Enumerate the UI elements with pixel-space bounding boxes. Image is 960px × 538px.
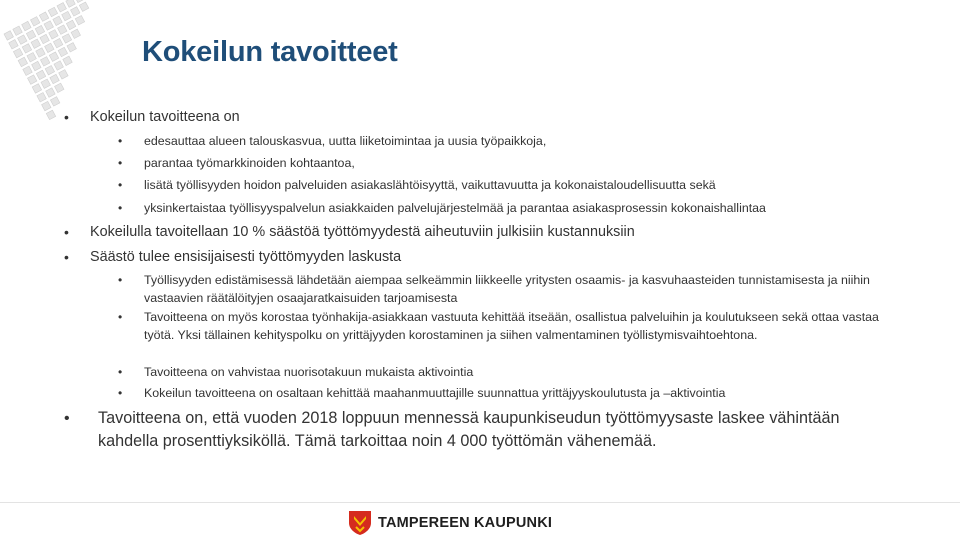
footer-divider bbox=[0, 502, 960, 503]
bullet-saastotavoite: • Kokeilulla tavoitellaan 10 % säästöä työttömyydestä aiheutuviin julkisiin kustannuksiin bbox=[90, 224, 635, 240]
footer-logo bbox=[348, 510, 552, 536]
sub-bullet: • Tavoitteena on myös korostaa työnhakija-asiakkaan vastuuta kehittää itseään, osallistua palveluihin ja koulutukseen sekä ottaa vastaa työtä. Yksi tällainen kehityspolku on yrittäjyyden korostaminen ja siihen valmentaminen työllistymisvaihtoehtona. bbox=[144, 309, 889, 344]
footer-logo-text: TAMPEREEN KAUPUNKI bbox=[378, 515, 553, 531]
sub-bullet: • Työllisyyden edistämisessä lähdetään aiempaa selkeämmin liikkeelle yritysten osaamis- ja kasvuhaasteiden tunnistamisesta ja niihin vastaavien räätälöityjen osaajaratkaisuiden tarjoamisesta bbox=[144, 272, 884, 307]
sub-bullet: • edesauttaa alueen talouskasvua, uutta liiketoimintaa ja uusia työpaikkoja, bbox=[144, 133, 904, 151]
sub-bullet: • parantaa työmarkkinoiden kohtaantoa, bbox=[144, 155, 904, 173]
sub-bullet: • lisätä työllisyyden hoidon palveluiden asiakaslähtöisyyttä, vaikuttavuutta ja kokonaistaloudellisuutta sekä bbox=[144, 177, 904, 195]
bullet-tyottomyysaste-tavoite: • Tavoitteena on, että vuoden 2018 loppuun mennessä kaupunkiseudun työttömyysaste laskee vähintään kahdella prosenttiyksiköllä. Tämä tarkoittaa noin 4 000 työttömän vähenemää. bbox=[98, 407, 888, 453]
city-coat-of-arms-icon bbox=[348, 510, 372, 536]
sub-bullet: • Kokeilun tavoitteena on osaltaan kehittää maahanmuuttajille suunnattua yrittäjyyskoulutusta ja –aktivointia bbox=[144, 385, 904, 403]
sub-bullet: • yksinkertaistaa työllisyyspalvelun asiakkaiden palvelujärjestelmää ja parantaa asiakasprosessin kokonaishallintaa bbox=[144, 200, 904, 218]
slide-title: Kokeilun tavoitteet bbox=[142, 36, 398, 68]
sub-bullet: • Tavoitteena on vahvistaa nuorisotakuun mukaista aktivointia bbox=[144, 364, 904, 382]
bullet-kokeilun-tavoitteena: • Kokeilun tavoitteena on bbox=[90, 109, 240, 125]
bullet-saasto-tyottomyys: • Säästö tulee ensisijaisesti työttömyyden laskusta bbox=[90, 249, 401, 265]
